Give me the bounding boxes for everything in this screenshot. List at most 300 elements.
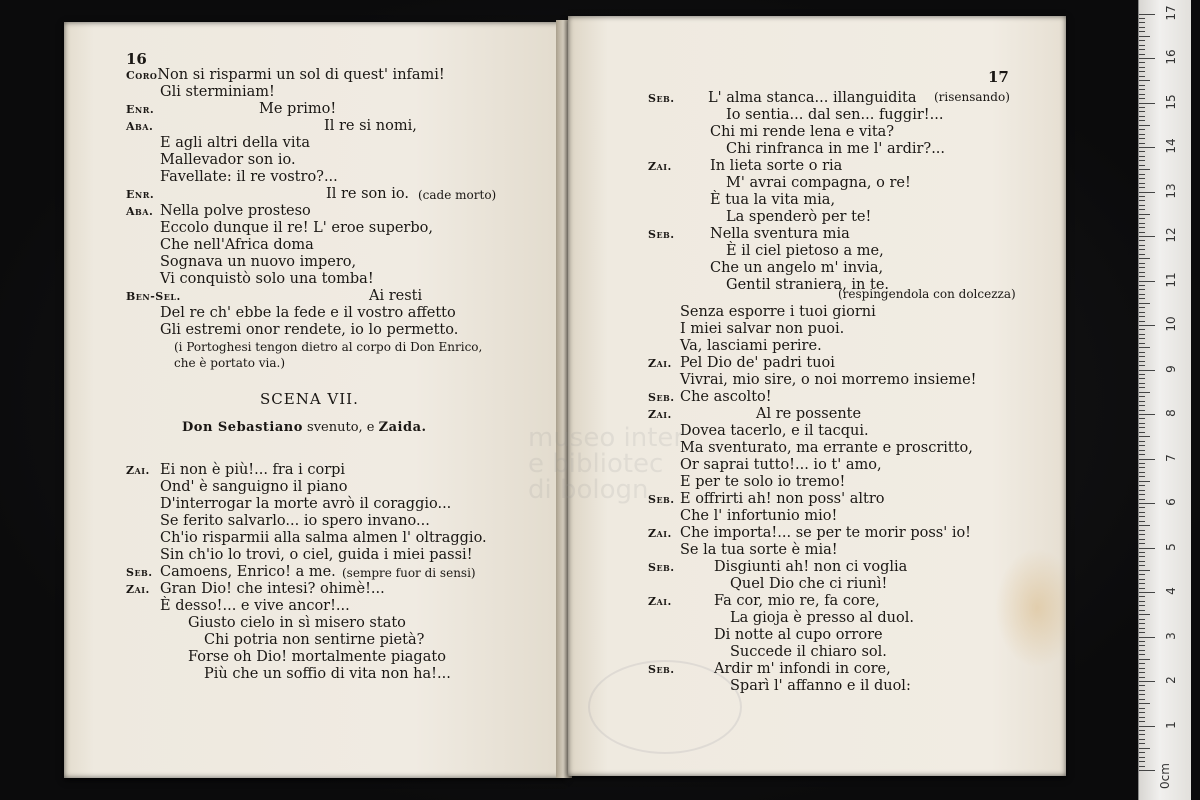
ruler-tick (1139, 436, 1150, 437)
left-page (64, 22, 566, 778)
speaker-label: Coro (126, 69, 158, 82)
verse-line: Eccolo dunque il re! L' eroe superbo, (160, 220, 433, 236)
verse-line: Più che un soffio di vita non ha!... (204, 666, 451, 682)
ruler-tick (1139, 245, 1145, 246)
verse-line (648, 158, 842, 175)
ruler-tick (1139, 240, 1145, 241)
ruler-tick (1139, 289, 1145, 290)
library-stamp (588, 660, 742, 754)
ruler-tick (1139, 396, 1145, 397)
ruler-number: 7 (1164, 453, 1178, 462)
speaker-label: Seb. (648, 228, 675, 241)
ruler-tick (1139, 494, 1145, 495)
verse-line (126, 101, 154, 118)
verse-line: Ond' è sanguigno il piano (160, 479, 348, 495)
ruler-tick (1139, 472, 1145, 473)
ruler-tick (1139, 329, 1145, 330)
verse-text: Ai resti (369, 288, 423, 304)
ruler-tick (1139, 441, 1145, 442)
verse-line: È tua la vita mia, (710, 192, 836, 208)
ruler-unit-label: 0cm (1158, 763, 1172, 789)
ruler-number: 15 (1164, 93, 1178, 110)
ruler-tick (1139, 343, 1145, 344)
speaker-label: Zai. (126, 583, 150, 596)
verse-line (648, 355, 835, 372)
ruler-tick (1139, 463, 1145, 464)
ruler-tick (1139, 637, 1155, 638)
ruler-tick (1139, 717, 1145, 718)
ruler-tick (1139, 98, 1145, 99)
ruler-tick (1139, 530, 1145, 531)
verse-line: Vivrai, mio sire, o noi morremo insieme! (680, 372, 977, 388)
ruler-tick (1139, 632, 1145, 633)
verse-line (648, 525, 971, 542)
verse-line: Che un angelo m' invia, (710, 260, 884, 276)
ruler-tick (1139, 218, 1145, 219)
verse-line (648, 90, 917, 107)
speaker-label: Enr. (126, 188, 155, 201)
ruler-tick (1139, 645, 1145, 646)
ruler-tick (1139, 374, 1145, 375)
stage-direction: (risensando) (934, 90, 1010, 104)
verse-line: Sognava un nuovo impero, (160, 254, 357, 270)
scene-characters (182, 420, 427, 435)
verse-line: Forse oh Dio! mortalmente piagato (188, 649, 446, 665)
ruler-tick (1139, 619, 1145, 620)
ruler-tick (1139, 677, 1145, 678)
ruler-tick (1139, 628, 1145, 629)
ruler-tick (1139, 570, 1150, 571)
ruler-tick (1139, 561, 1145, 562)
verse-line: Gli sterminiam! (160, 84, 275, 100)
character-name: Don Sebastiano (182, 420, 303, 435)
ruler-tick (1139, 650, 1145, 651)
ruler-tick (1139, 503, 1155, 504)
ruler-tick (1139, 410, 1145, 411)
speaker-label: Zai. (648, 408, 672, 421)
speaker-label: Zai. (648, 595, 672, 608)
ruler-tick (1139, 254, 1145, 255)
ruler-tick (1139, 712, 1145, 713)
ruler-tick (1139, 321, 1145, 322)
ruler-tick (1139, 294, 1145, 295)
verse-line (126, 462, 345, 479)
verse-line (648, 491, 885, 508)
ruler-tick (1139, 312, 1145, 313)
verse-line: Che l' infortunio mio! (680, 508, 838, 524)
ruler-tick (1139, 347, 1150, 348)
verse-text: E offrirti ah! non poss' altro (680, 491, 885, 507)
ruler-tick (1139, 365, 1145, 366)
ruler-tick (1139, 125, 1150, 126)
ruler-tick (1139, 14, 1155, 15)
ruler-tick (1139, 685, 1145, 686)
verse-line: Or saprai tutto!... io t' amo, (680, 457, 882, 473)
ruler-tick (1139, 316, 1145, 317)
verse-line (648, 389, 772, 406)
ruler-tick (1139, 699, 1145, 700)
speaker-label: Seb. (648, 92, 675, 105)
ruler-tick (1139, 205, 1145, 206)
ruler-tick (1139, 703, 1150, 704)
stage-direction: (i Portoghesi tengon dietro al corpo di Don Enrico, (174, 340, 483, 354)
ruler-tick (1139, 103, 1155, 104)
verse-line: La spenderò per te! (726, 209, 872, 225)
stage-direction: (respingendola con dolcezza) (838, 287, 1016, 301)
ruler-tick (1139, 45, 1145, 46)
ruler-tick (1139, 387, 1145, 388)
stage-direction: (cade morto) (418, 188, 497, 202)
verse-line: Sin ch'io lo trovi, o ciel, guida i miei passi! (160, 547, 473, 563)
ruler-tick (1139, 414, 1155, 415)
ruler-tick (1139, 183, 1145, 184)
verse-text: Ei non è più!... fra i corpi (160, 462, 346, 478)
ruler-tick (1139, 285, 1145, 286)
ruler-tick (1139, 467, 1145, 468)
verse-line: La gioja è presso al duol. (730, 610, 914, 626)
ruler-tick (1139, 67, 1145, 68)
ruler-tick (1139, 721, 1145, 722)
verse-line: Favellate: il re vostro?... (160, 169, 338, 185)
ruler-tick (1139, 160, 1145, 161)
ruler-tick (1139, 583, 1145, 584)
ruler-tick (1139, 236, 1155, 237)
ruler-number: 10 (1164, 316, 1178, 332)
verse-line: Ch'io risparmii alla salma almen l' oltraggio. (160, 530, 487, 546)
ruler-tick (1139, 730, 1145, 731)
verse-line: Va, lasciami perire. (680, 338, 822, 354)
verse-text: In lieta sorte o ria (710, 158, 843, 174)
ruler-tick (1139, 708, 1145, 709)
ruler-tick (1139, 272, 1145, 273)
ruler-tick (1139, 427, 1145, 428)
paper-stain (995, 548, 1065, 668)
verse-line: Gli estremi onor rendete, io lo permetto. (160, 322, 459, 338)
ruler-tick (1139, 454, 1145, 455)
ruler-tick (1139, 476, 1145, 477)
measuring-ruler (1138, 0, 1191, 800)
verse-text: L' alma stanca... illanguidita (708, 90, 917, 106)
verse-line (126, 288, 181, 305)
ruler-tick (1139, 726, 1155, 727)
ruler-tick (1139, 196, 1145, 197)
verse-line: M' avrai compagna, o re! (726, 175, 911, 191)
ruler-tick (1139, 370, 1155, 371)
speaker-label: Seb. (648, 391, 675, 404)
page-number: 17 (988, 68, 1009, 86)
scene-title: SCENA VII. (260, 390, 359, 408)
ruler-tick (1139, 623, 1145, 624)
ruler-tick (1139, 258, 1150, 259)
verse-line: Succede il chiaro sol. (730, 644, 887, 660)
ruler-tick (1139, 490, 1145, 491)
verse-line: Quel Dio che ci riunì! (730, 576, 888, 592)
verse-line: Che nell'Africa doma (160, 237, 314, 253)
ruler-tick (1139, 76, 1145, 77)
verse-line: E agli altri della vita (160, 135, 310, 151)
ruler-tick (1139, 601, 1145, 602)
ruler-tick (1139, 334, 1145, 335)
ruler-tick (1139, 579, 1145, 580)
ruler-tick (1139, 227, 1145, 228)
verse-text: Non si risparmi un sol di quest' infami! (157, 67, 445, 83)
ruler-number: 13 (1164, 182, 1178, 199)
ruler-tick (1139, 303, 1150, 304)
ruler-tick (1139, 681, 1155, 682)
page-number: 16 (126, 50, 147, 68)
ruler-tick (1139, 614, 1150, 615)
ruler-tick (1139, 383, 1145, 384)
ruler-tick (1139, 445, 1145, 446)
verse-line: Mallevador son io. (160, 152, 296, 168)
verse-line: Sparì l' affanno e il duol: (730, 678, 911, 694)
ruler-number: 5 (1164, 542, 1178, 551)
verse-text: Camoens, Enrico! a me. (160, 564, 336, 580)
verse-text: Nella sventura mia (710, 226, 850, 242)
verse-text: Disgiunti ah! non ci voglia (714, 559, 908, 575)
verse-text: Gran Dio! che intesi? ohimè!... (160, 581, 385, 597)
verse-line: È il ciel pietoso a me, (726, 243, 884, 259)
speaker-label: Ben-Sel. (126, 290, 181, 303)
ruler-tick (1139, 116, 1145, 117)
ruler-tick (1139, 169, 1150, 170)
ruler-tick (1139, 659, 1150, 660)
ruler-tick (1139, 71, 1145, 72)
ruler-tick (1139, 641, 1145, 642)
verse-line: Chi potria non sentirne pietà? (204, 632, 425, 648)
verse-text: Che importa!... se per te morir poss' io! (680, 525, 972, 541)
ruler-tick (1139, 485, 1145, 486)
verse-line: Vi conquistò solo una tomba! (160, 271, 374, 287)
ruler-tick (1139, 450, 1145, 451)
verse-text: Al re possente (756, 406, 862, 422)
ruler-tick (1139, 588, 1145, 589)
verse-line: Chi rinfranca in me l' ardir?... (726, 141, 946, 157)
ruler-tick (1139, 89, 1145, 90)
verse-line (126, 186, 154, 203)
verse-line: Del re ch' ebbe la fede e il vostro affetto (160, 305, 456, 321)
ruler-tick (1139, 766, 1145, 767)
ruler-tick (1139, 62, 1145, 63)
ruler-tick (1139, 507, 1145, 508)
ruler-tick (1139, 54, 1145, 55)
ruler-tick (1139, 214, 1150, 215)
ruler-tick (1139, 22, 1145, 23)
ruler-tick (1139, 668, 1145, 669)
ruler-tick (1139, 232, 1145, 233)
verse-line: Ma sventurato, ma errante e proscritto, (680, 440, 973, 456)
ruler-tick (1139, 521, 1145, 522)
verse-line: Gentil straniera, in te. (726, 277, 890, 293)
verse-line (126, 203, 311, 220)
ruler-number: 4 (1164, 587, 1178, 595)
ruler-tick (1139, 338, 1145, 339)
speaker-label: Aba. (126, 205, 154, 218)
ruler-tick (1139, 739, 1145, 740)
ruler-tick (1139, 111, 1145, 112)
ruler-tick (1139, 129, 1145, 130)
ruler-number: 14 (1164, 138, 1178, 154)
ruler-tick (1139, 187, 1145, 188)
ruler-tick (1139, 298, 1145, 299)
ruler-tick (1139, 499, 1145, 500)
ruler-tick (1139, 267, 1145, 268)
verse-line (648, 226, 850, 243)
ruler-tick (1139, 405, 1145, 406)
ruler-tick (1139, 401, 1145, 402)
ruler-tick (1139, 85, 1145, 86)
ruler-tick (1139, 223, 1145, 224)
verse-line: Io sentia... dal sen... fuggir!... (726, 107, 944, 123)
ruler-tick (1139, 134, 1145, 135)
ruler-tick (1139, 690, 1145, 691)
ruler-tick (1139, 107, 1145, 108)
verse-line: Se la tua sorte è mia! (680, 542, 838, 558)
ruler-tick (1139, 748, 1150, 749)
speaker-label: Enr. (126, 103, 155, 116)
ruler-tick (1139, 249, 1145, 250)
ruler-tick (1139, 49, 1145, 50)
ruler-tick (1139, 770, 1155, 771)
ruler-tick (1139, 552, 1145, 553)
verse-line: Senza esporre i tuoi giorni (680, 304, 876, 320)
ruler-tick (1139, 80, 1150, 81)
ruler-tick (1139, 156, 1145, 157)
ruler-tick (1139, 151, 1145, 152)
speaker-label: Seb. (648, 561, 675, 574)
ruler-number: 16 (1164, 49, 1178, 65)
ruler-tick (1139, 432, 1145, 433)
ruler-tick (1139, 734, 1145, 735)
verse-line: Giusto cielo in sì misero stato (188, 615, 406, 631)
ruler-number: 17 (1164, 4, 1178, 21)
verse-line (126, 118, 153, 135)
ruler-tick (1139, 200, 1145, 201)
ruler-tick (1139, 459, 1155, 460)
ruler-tick (1139, 31, 1145, 32)
verse-line (126, 564, 336, 581)
ruler-tick (1139, 672, 1145, 673)
verse-line: Dovea tacerlo, e il tacqui. (680, 423, 869, 439)
verse-line (648, 559, 907, 576)
verse-text: Me primo! (259, 101, 337, 117)
verse-line (648, 406, 672, 423)
verse-line: D'interrogar la morte avrò il coraggio... (160, 496, 452, 512)
verse-text: Nella polve prosteso (160, 203, 311, 219)
ruler-tick (1139, 423, 1145, 424)
verse-line: Chi mi rende lena e vita? (710, 124, 895, 140)
ruler-tick (1139, 276, 1145, 277)
ruler-tick (1139, 592, 1155, 593)
speaker-label: Seb. (648, 663, 675, 676)
ruler-tick (1139, 18, 1145, 19)
ruler-number: 2 (1164, 676, 1178, 684)
ruler-tick (1139, 539, 1145, 540)
ruler-tick (1139, 694, 1145, 695)
verse-text: Pel Dio de' padri tuoi (680, 355, 835, 371)
verse-line: È desso!... e vive ancor!... (160, 598, 350, 614)
verse-text: Ardir m' infondi in core, (714, 661, 891, 677)
ruler-tick (1139, 36, 1150, 37)
ruler-tick (1139, 263, 1145, 264)
ruler-tick (1139, 610, 1145, 611)
verse-line: I miei salvar non puoi. (680, 321, 845, 337)
ruler-tick (1139, 556, 1145, 557)
verse-line (648, 593, 880, 610)
ruler-number: 8 (1164, 409, 1178, 417)
speaker-label: Seb. (126, 566, 153, 579)
ruler-tick (1139, 281, 1155, 282)
ruler-tick (1139, 534, 1145, 535)
verse-text: Fa cor, mio re, fa core, (714, 593, 880, 609)
speaker-label: Seb. (648, 493, 675, 506)
verse-text: Il re son io. (326, 186, 409, 202)
ruler-tick (1139, 378, 1145, 379)
ruler-tick (1139, 525, 1150, 526)
ruler-tick (1139, 143, 1145, 144)
ruler-tick (1139, 605, 1145, 606)
speaker-label: Aba. (126, 120, 154, 133)
ruler-tick (1139, 392, 1150, 393)
verse-text: Che ascolto! (680, 389, 772, 405)
ruler-tick (1139, 574, 1145, 575)
ruler-number: 9 (1164, 364, 1178, 373)
verse-text: Il re si nomi, (324, 118, 417, 134)
ruler-tick (1139, 356, 1145, 357)
ruler-tick (1139, 174, 1145, 175)
speaker-label: Zai. (126, 464, 150, 477)
ruler-tick (1139, 192, 1155, 193)
ruler-tick (1139, 325, 1155, 326)
ruler-tick (1139, 147, 1155, 148)
ruler-tick (1139, 757, 1145, 758)
ruler-tick (1139, 596, 1145, 597)
ruler-tick (1139, 761, 1145, 762)
stage-direction: (sempre fuor di sensi) (342, 566, 476, 580)
ruler-tick (1139, 94, 1145, 95)
ruler-tick (1139, 548, 1155, 549)
ruler-tick (1139, 58, 1155, 59)
ruler-number: 1 (1164, 720, 1178, 729)
ruler-tick (1139, 27, 1145, 28)
ruler-number: 6 (1164, 498, 1178, 506)
ruler-tick (1139, 752, 1145, 753)
ruler-tick (1139, 654, 1145, 655)
verse-line (126, 581, 385, 598)
ruler-tick (1139, 481, 1150, 482)
ruler-tick (1139, 40, 1145, 41)
speaker-label: Zai. (648, 160, 672, 173)
ruler-tick (1139, 512, 1145, 513)
character-name: Zaida. (378, 420, 427, 435)
ruler-tick (1139, 565, 1145, 566)
speaker-label: Zai. (648, 357, 672, 370)
ruler-tick (1139, 138, 1145, 139)
ruler-number: 11 (1164, 271, 1178, 288)
verse-line: Se ferito salvarlo... io spero invano... (160, 513, 430, 529)
ruler-tick (1139, 516, 1145, 517)
ruler-tick (1139, 120, 1145, 121)
ruler-tick (1139, 361, 1145, 362)
ruler-tick (1139, 352, 1145, 353)
verse-line: Di notte al cupo orrore (714, 627, 883, 643)
ruler-tick (1139, 165, 1145, 166)
ruler-number: 3 (1164, 631, 1178, 640)
ruler-tick (1139, 418, 1145, 419)
scene-characters-text: svenuto, e (302, 420, 379, 435)
verse-line (126, 67, 445, 84)
ruler-tick (1139, 307, 1145, 308)
